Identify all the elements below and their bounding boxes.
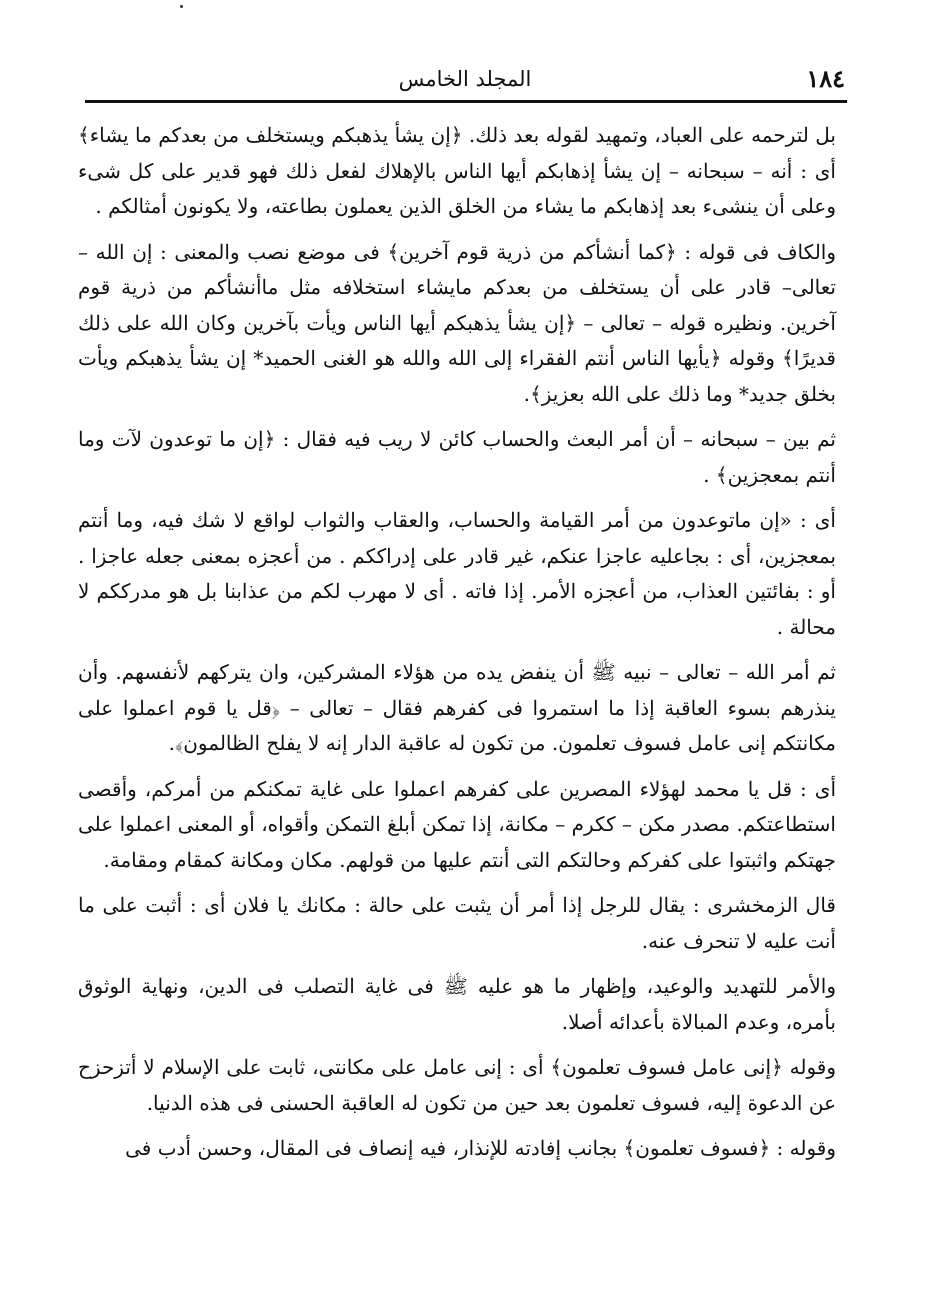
page-header (85, 62, 845, 98)
paragraph: والأمر للتهديد والوعيد، وإظهار ما هو عليه ﷺ فى غاية التصلب فى الدين، ونهاية الوثوق بأمره، وعدم المبالاة بأعدائه أصلا. (78, 974, 836, 1034)
scan-speck (180, 5, 183, 8)
paragraph: وقوله ﴿إنى عامل فسوف تعلمون﴾ أى : إنى عامل على مكانتى، ثابت على الإسلام لا أتزحزح عن الدعوة إليه، فسوف تعلمون بعد حين من تكون له العاقبة الحسنى فى هذه الدنيا. (78, 1055, 836, 1115)
paragraph: بل لترحمه على العباد، وتمهيد لقوله بعد ذلك. ﴿إن يشأ يذهبكم ويستخلف من بعدكم ما يشاء﴾ أى : أنه – سبحانه – إن يشأ إذهابكم أيها الناس بالإهلاك لفعل ذلك فهو قدير على كل شىء وعلى أن ينشىء بعد إذهابكم ما يشاء من الخلق الذين يعملون بطاعته، ولا يكونون أمثالكم . (78, 123, 836, 218)
paragraph: أى : «إن ماتوعدون من أمر القيامة والحساب، والعقاب والثواب لواقع لا شك فيه، وما أنتم بمعجزين، أى : بجاعليه عاجزا عنكم، غير قادر على إدراككم . من أعجزه بمعنى جعله عاجزا . أو : بفائتين العذاب، من أعجزه الأمر. إذا فاته . أى لا مهرب لكم من عذابنا بل هو مدرككم لا محالة . (78, 508, 836, 639)
paragraph: وقوله : ﴿فسوف تعلمون﴾ بجانب إفادته للإنذار، فيه إنصاف فى المقال، وحسن أدب فى (125, 1136, 836, 1160)
running-title: المجلد الخامس (398, 67, 532, 91)
paragraph: أى : قل يا محمد لهؤلاء المصرين على كفرهم اعملوا على غاية تمكنكم من أمركم، وأقصى استطاعتكم. مصدر مكن – ككرم – مكانة، إذا تمكن أبلغ التمكن وأقواه، أو المعنى اعملوا على جهتكم واثبتوا على كفركم وحالتكم التى أنتم عليها من قولهم. مكان ومكانة كمقام ومقامة. (78, 776, 836, 872)
paragraph: قال الزمخشرى : يقال للرجل إذا أمر أن يثبت على حالة : مكانك يا فلان أى : أثبت على ما أنت عليه لا تنحرف عنه. (78, 893, 836, 953)
body-text (78, 118, 836, 1177)
paragraph: ثم بين – سبحانه – أن أمر البعث والحساب كائن لا ريب فيه فقال : ﴿إن ما توعدون لآت وما أنتم بمعجزين﴾ . (78, 427, 836, 487)
paragraph: والكاف فى قوله : ﴿كما أنشأكم من ذرية قوم آخرين﴾ فى موضع نصب والمعنى : إن الله – تعالى– قادر على أن يستخلف من بعدكم مايشاء استخلافه مثل ماأنشأكم من ذرية قوم آخرين. ونظيره قوله – تعالى – ﴿إن يشأ يذهبكم أيها الناس ويأت بآخرين وكان الله على ذلك قديرًا﴾ وقوله ﴿يأيها الناس أنتم الفقراء إلى الله والله هو الغنى الحميد* إن يشأ يذهبكم ويأت بخلق جديد* وما ذلك على الله بعزيز﴾. (78, 239, 836, 406)
page-number: ١٨٤ (806, 64, 845, 93)
paragraph: ثم أمر الله – تعالى – نبيه ﷺ أن ينفض يده من هؤلاء المشركين، وان يتركهم لأنفسهم. وأن ينذرهم بسوء العاقبة إذا ما استمروا فى كفرهم فقال – تعالى – ﴿قل يا قوم اعملوا على مكانتكم إنى عامل فسوف تعلمون. من تكون له عاقبة الدار إنه لا يفلح الظالمون﴾. (78, 660, 836, 755)
header-rule (85, 100, 847, 103)
